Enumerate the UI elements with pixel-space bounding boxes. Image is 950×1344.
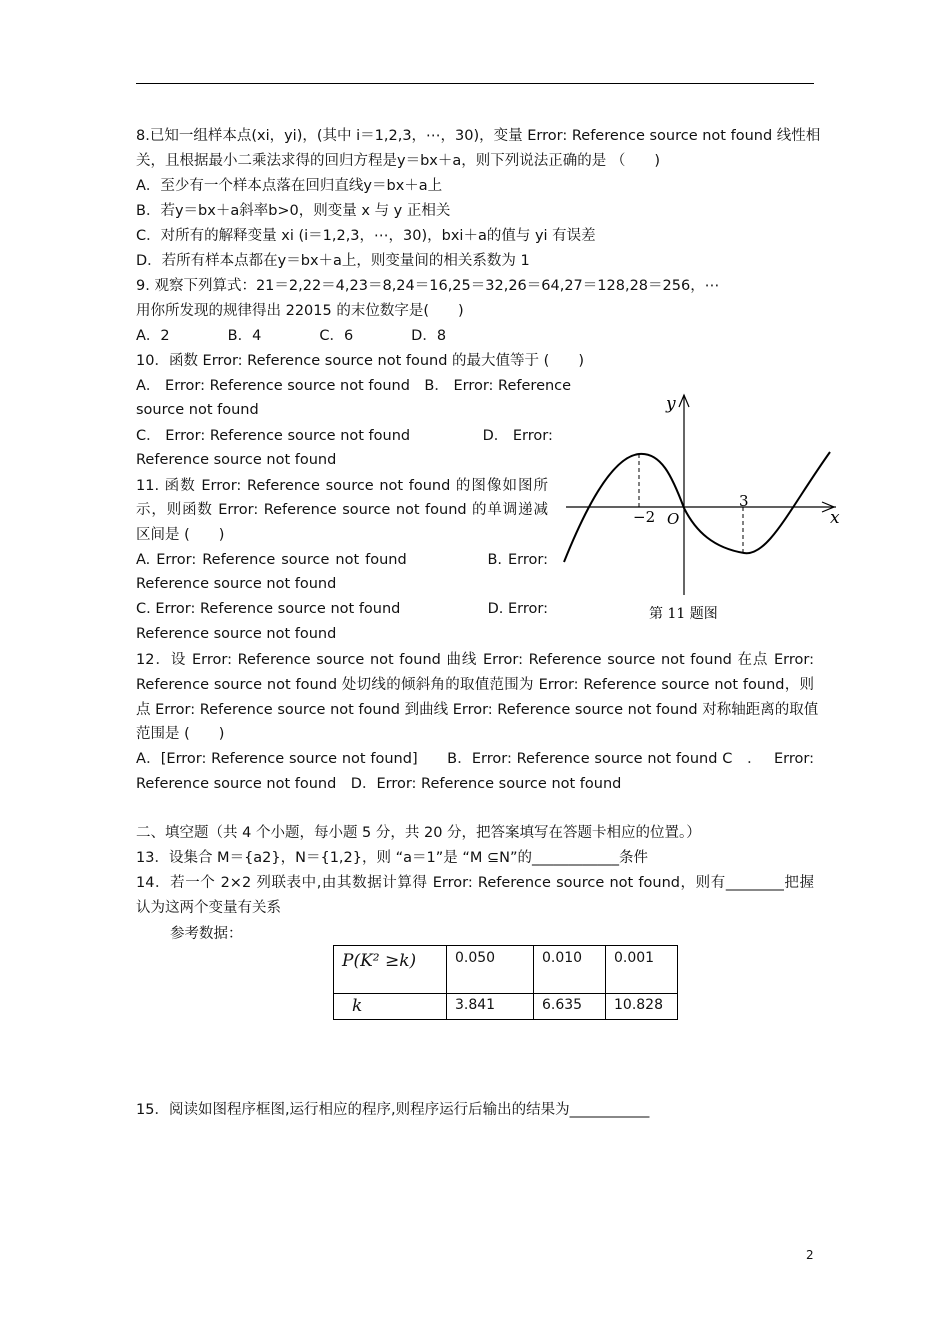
table-cell: 10.828 — [606, 994, 678, 1020]
table-row — [334, 994, 678, 1020]
q8-line2: 关，且根据最小二乘法求得的回归方程是y＝bx＋a，则下列说法正确的是 （ ) — [136, 153, 661, 169]
table-header-k: k — [334, 994, 447, 1020]
q10-line3: source not found — [136, 402, 259, 418]
q11-line5: Reference source not found — [136, 576, 337, 592]
q8-option-c: C．对所有的解释变量 xi (i＝1,2,3，⋯，30)，bxi＋a的值与 yi 有误差 — [136, 228, 596, 244]
q12-line4: 范围是 ( ) — [136, 726, 225, 742]
page-number: 2 — [806, 1248, 814, 1262]
tick-label-neg-2: −2 — [633, 508, 656, 526]
q9-line2: 用你所发现的规律得出 22015 的末位数字是( ) — [136, 303, 464, 319]
q8-option-b: B．若y＝bx＋a斜率b>0，则变量 x 与 y 正相关 — [136, 203, 451, 219]
q12-options-a-c: A．[Error: Reference source not found] B．Error: Reference source not found C ． Error: — [136, 751, 814, 767]
q9-line1: 9. 观察下列算式：21＝2,22＝4,23＝8,24＝16,25＝32,26＝64,27＝128,28＝256，⋯ — [136, 278, 720, 294]
y-axis-label: y — [666, 394, 676, 414]
q8-line1: 8.已知一组样本点(xi，yi)，(其中 i＝1,2,3，⋯，30)，变量 Error: Reference source not found 线性相 — [136, 128, 821, 144]
q12-line1: 12．设 Error: Reference source not found 曲线 Error: Reference source not found 在点 Error: — [136, 652, 814, 668]
q8-option-a: A．至少有一个样本点落在回归直线y＝bx＋a上 — [136, 178, 443, 194]
table-row — [334, 946, 678, 994]
q10-line1: 10．函数 Error: Reference source not found 的最大值等于 ( ) — [136, 353, 584, 369]
q11-option-a-b: A. Error: Reference source not found B. Error: — [136, 552, 548, 568]
q11-function-graph — [556, 390, 846, 630]
q11-line7: Reference source not found — [136, 626, 337, 642]
q10-line2: A． Error: Reference source not found B． Error: Reference — [136, 378, 572, 394]
reference-table — [333, 945, 678, 1020]
q11-line3: 区间是 ( ) — [136, 527, 225, 543]
x-axis-label: x — [830, 508, 840, 528]
q11-line1: 11. 函数 Error: Reference source not found 的图像如图所 — [136, 478, 548, 494]
reference-data-label: 参考数据： — [170, 926, 243, 942]
table-cell: 0.010 — [534, 946, 606, 994]
q14-line1: 14．若一个 2×2 列联表中,由其数据计算得 Error: Reference source not found，则有________把握 — [136, 875, 814, 891]
q14-line2: 认为这两个变量有关系 — [136, 900, 281, 916]
table-cell: 0.001 — [606, 946, 678, 994]
q9-options: A．2 B．4 C．6 D．8 — [136, 328, 447, 344]
q12-line3: 点 Error: Reference source not found 到曲线 Error: Reference source not found 对称轴距离的取值 — [136, 702, 819, 718]
origin-label: O — [667, 510, 680, 528]
header-rule — [136, 83, 814, 84]
q11-option-c-d: C. Error: Reference source not found D. Error: — [136, 601, 548, 617]
table-cell: 3.841 — [447, 994, 534, 1020]
q10-line5: Reference source not found — [136, 452, 337, 468]
figure-caption: 第 11 题图 — [649, 606, 718, 622]
table-header-probability: P(K² ≥k) — [334, 946, 447, 994]
q10-line4: C． Error: Reference source not found D． Error: — [136, 428, 553, 444]
q8-option-d: D．若所有样本点都在y＝bx＋a上，则变量间的相关系数为 1 — [136, 253, 530, 269]
q12-line2: Reference source not found 处切线的倾斜角的取值范围为 Error: Reference source not found，则 — [136, 677, 814, 693]
tick-label-3: 3 — [739, 492, 749, 510]
q11-line2: 示，则函数 Error: Reference source not found 的单调递减 — [136, 502, 548, 518]
table-cell: 0.050 — [447, 946, 534, 994]
table-cell: 6.635 — [534, 994, 606, 1020]
q15: 15．阅读如图程序框图,运行相应的程序,则程序运行后输出的结果为___________ — [136, 1102, 650, 1118]
q12-line6: Reference source not found D．Error: Reference source not found — [136, 776, 622, 792]
section2-heading: 二、填空题（共 4 个小题，每小题 5 分，共 20 分，把答案填写在答题卡相应的位置。） — [136, 825, 701, 841]
q13: 13．设集合 M＝{a2}，N＝{1,2}，则 “a＝1”是 “M ⊆N”的____________条件 — [136, 850, 648, 866]
